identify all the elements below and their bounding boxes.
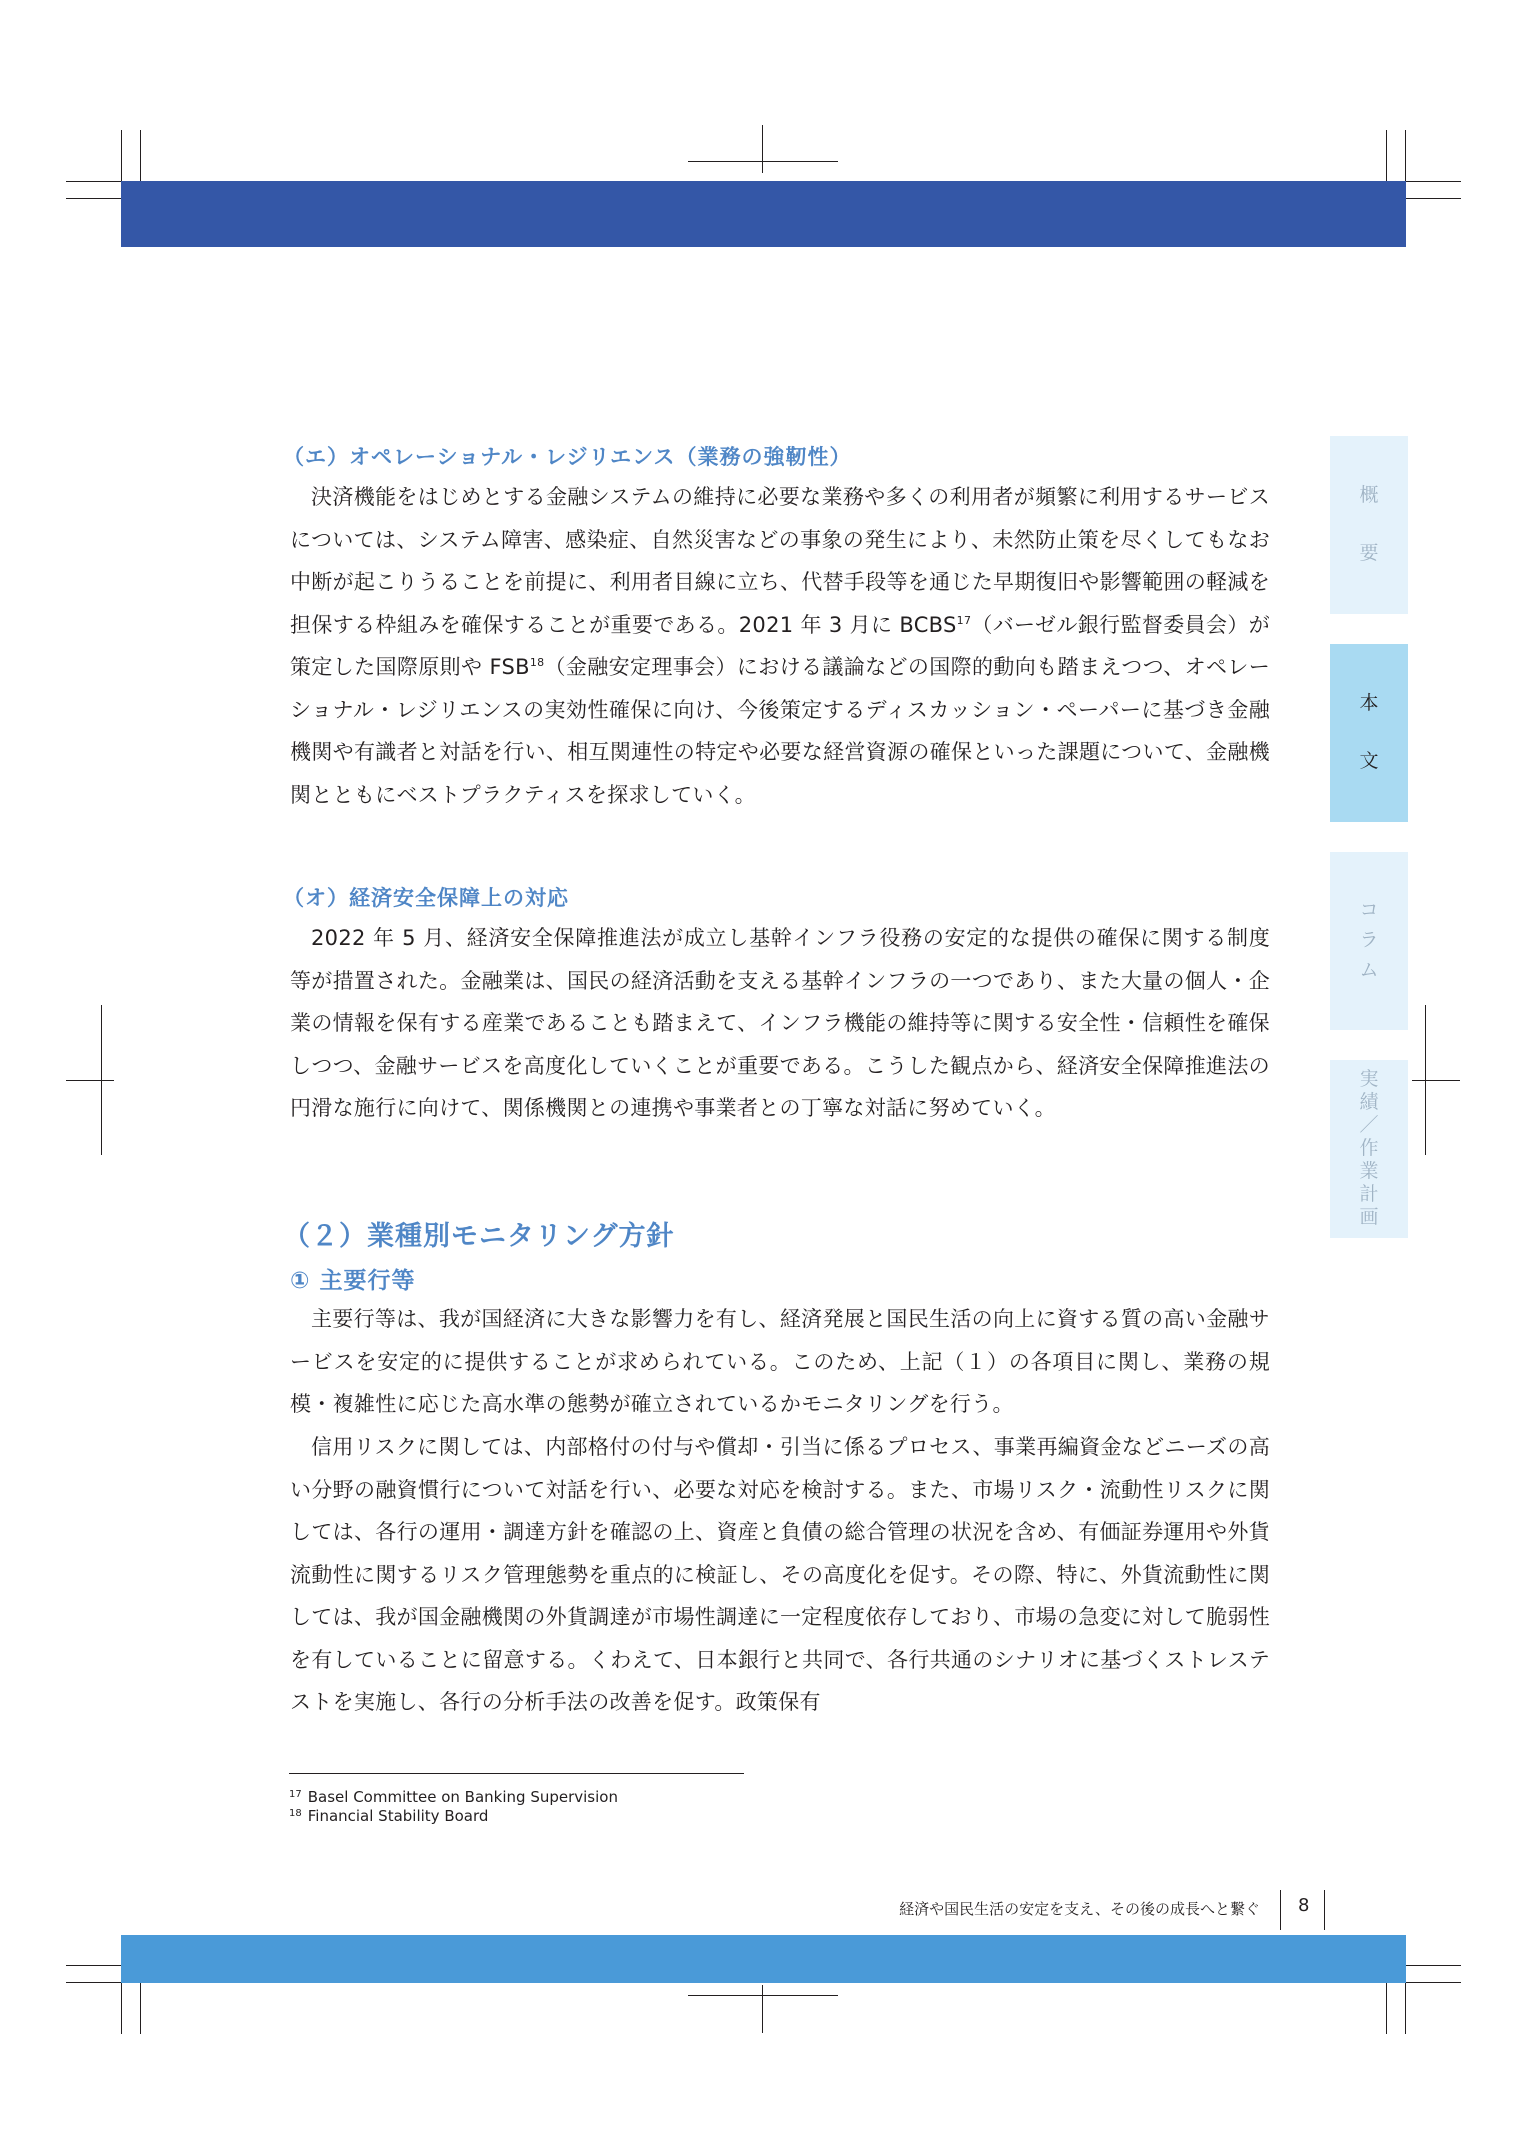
section-2-subheading: ① 主要行等 <box>290 1268 416 1294</box>
tab-overview[interactable] <box>1330 436 1408 614</box>
footnote-ref-17[interactable]: 17 <box>956 613 972 627</box>
tab-char: 作 <box>1359 1137 1379 1160</box>
tab-char: コ <box>1359 899 1379 922</box>
tab-char: 概 <box>1359 484 1379 507</box>
tab-results-plan[interactable] <box>1330 1060 1408 1238</box>
tab-char: 実 <box>1359 1068 1379 1091</box>
section-o-paragraph: 2022 年 5 月、経済安全保障推進法が成立し基幹インフラ役務の安定的な提供の確保に関する制度等が措置された。金融業は、国民の経済活動を支える基幹インフラの一つであり、また大量の個人・企業の情報を保有する産業であることも踏まえて、インフラ機能の維持等に関する安全性・信頼性を確保しつつ、金融サービスを高度化していくことが重要である。こうした観点から、経済安全保障推進法の円滑な施行に向けて、関係機関との連携や事業者との丁寧な対話に努めていく。 <box>290 926 1270 1120</box>
tab-char: ラ <box>1359 929 1379 952</box>
footer-divider <box>1324 1890 1325 1930</box>
tab-char: 業 <box>1359 1159 1379 1182</box>
section-2-heading: （２）業種別モニタリング方針 <box>283 1221 675 1252</box>
tab-char: 績 <box>1359 1091 1379 1114</box>
footer-band <box>121 1935 1406 1983</box>
tab-column[interactable] <box>1330 852 1408 1030</box>
footer-divider <box>1280 1890 1281 1930</box>
tab-main-text[interactable] <box>1330 644 1408 822</box>
tab-char: ／ <box>1359 1114 1379 1137</box>
section-2-paragraph-1: 主要行等は、我が国経済に大きな影響力を有し、経済発展と国民生活の向上に資する質の高い金融サービスを安定的に提供することが求められている。このため、上記（１）の各項目に関し、業務の規模・複雑性に応じた高水準の態勢が確立されているかモニタリングを行う。 <box>290 1307 1270 1416</box>
footer-tagline: 経済や国民生活の安定を支え、その後の成長へと繋ぐ <box>899 1900 1260 1918</box>
tab-char: 本 <box>1359 692 1379 715</box>
tab-char: 要 <box>1359 542 1379 564</box>
tab-char: ム <box>1359 958 1379 981</box>
footnote-text: Financial Stability Board <box>307 1807 489 1825</box>
tab-char: 計 <box>1359 1182 1379 1205</box>
section-e-heading: （エ）オペレーショナル・レジリエンス（業務の強靭性） <box>283 445 852 469</box>
footnote-number: 17 <box>289 1789 302 1800</box>
section-e-text-b: （バーゼル銀行監督委員会）が策定した国際原則や FSB <box>290 612 1271 679</box>
header-band <box>121 181 1406 247</box>
section-e-text-c: （金融安定理事会）における議論などの国際的動向も踏まえつつ、オペレーショナル・レジリエンスの実効性確保に向け、今後策定するディスカッション・ペーパーに基づき金融機関や有識者と対話を行い、相互関連性の特定や必要な経営資源の確保といった課題について、金融機関とともにベストプラクティスを探求していく。 <box>290 655 1271 807</box>
section-e-paragraph <box>290 476 1270 816</box>
section-o-heading: （オ）経済安全保障上の対応 <box>283 886 569 910</box>
footnote-ref-18[interactable]: 18 <box>529 656 545 669</box>
tab-char: 画 <box>1359 1205 1379 1228</box>
footnote-text: Basel Committee on Banking Supervision <box>307 1788 618 1806</box>
section-e-text-a: 決済機能をはじめとする金融システムの維持に必要な業務や多くの利用者が頻繁に利用するサービスについては、システム障害、感染症、自然災害などの事象の発生により、未然防止策を尽くしてもなお中断が起こりうることを前提に、利用者目線に立ち、代替手段等を通じた早期復旧や影響範囲の軽減を担保する枠組みを確保することが重要である。2021 年 3 月に BCBS <box>290 485 1270 637</box>
section-2-paragraph-2: 信用リスクに関しては、内部格付の付与や償却・引当に係るプロセス、事業再編資金などニーズの高い分野の融資慣行について対話を行い、必要な対応を検討する。また、市場リスク・流動性リスクに関しては、各行の運用・調達方針を確認の上、資産と負債の総合管理の状況を含め、有価証券運用や外貨流動性に関するリスク管理態勢を重点的に検証し、その高度化を促す。その際、特に、外貨流動性に関しては、我が国金融機関の外貨調達が市場性調達に一定程度依存しており、市場の急変に対して脆弱性を有していることに留意する。くわえて、日本銀行と共同で、各行共通のシナリオに基づくストレステストを実施し、各行の分析手法の改善を促す。政策保有 <box>290 1435 1270 1714</box>
tab-char: 文 <box>1359 750 1379 772</box>
footnote-number: 18 <box>289 1808 302 1819</box>
page-number: 8 <box>1298 1895 1310 1916</box>
footnote-18 <box>289 1807 488 1825</box>
footnote-rule <box>289 1773 744 1774</box>
footnote-17 <box>289 1788 618 1806</box>
